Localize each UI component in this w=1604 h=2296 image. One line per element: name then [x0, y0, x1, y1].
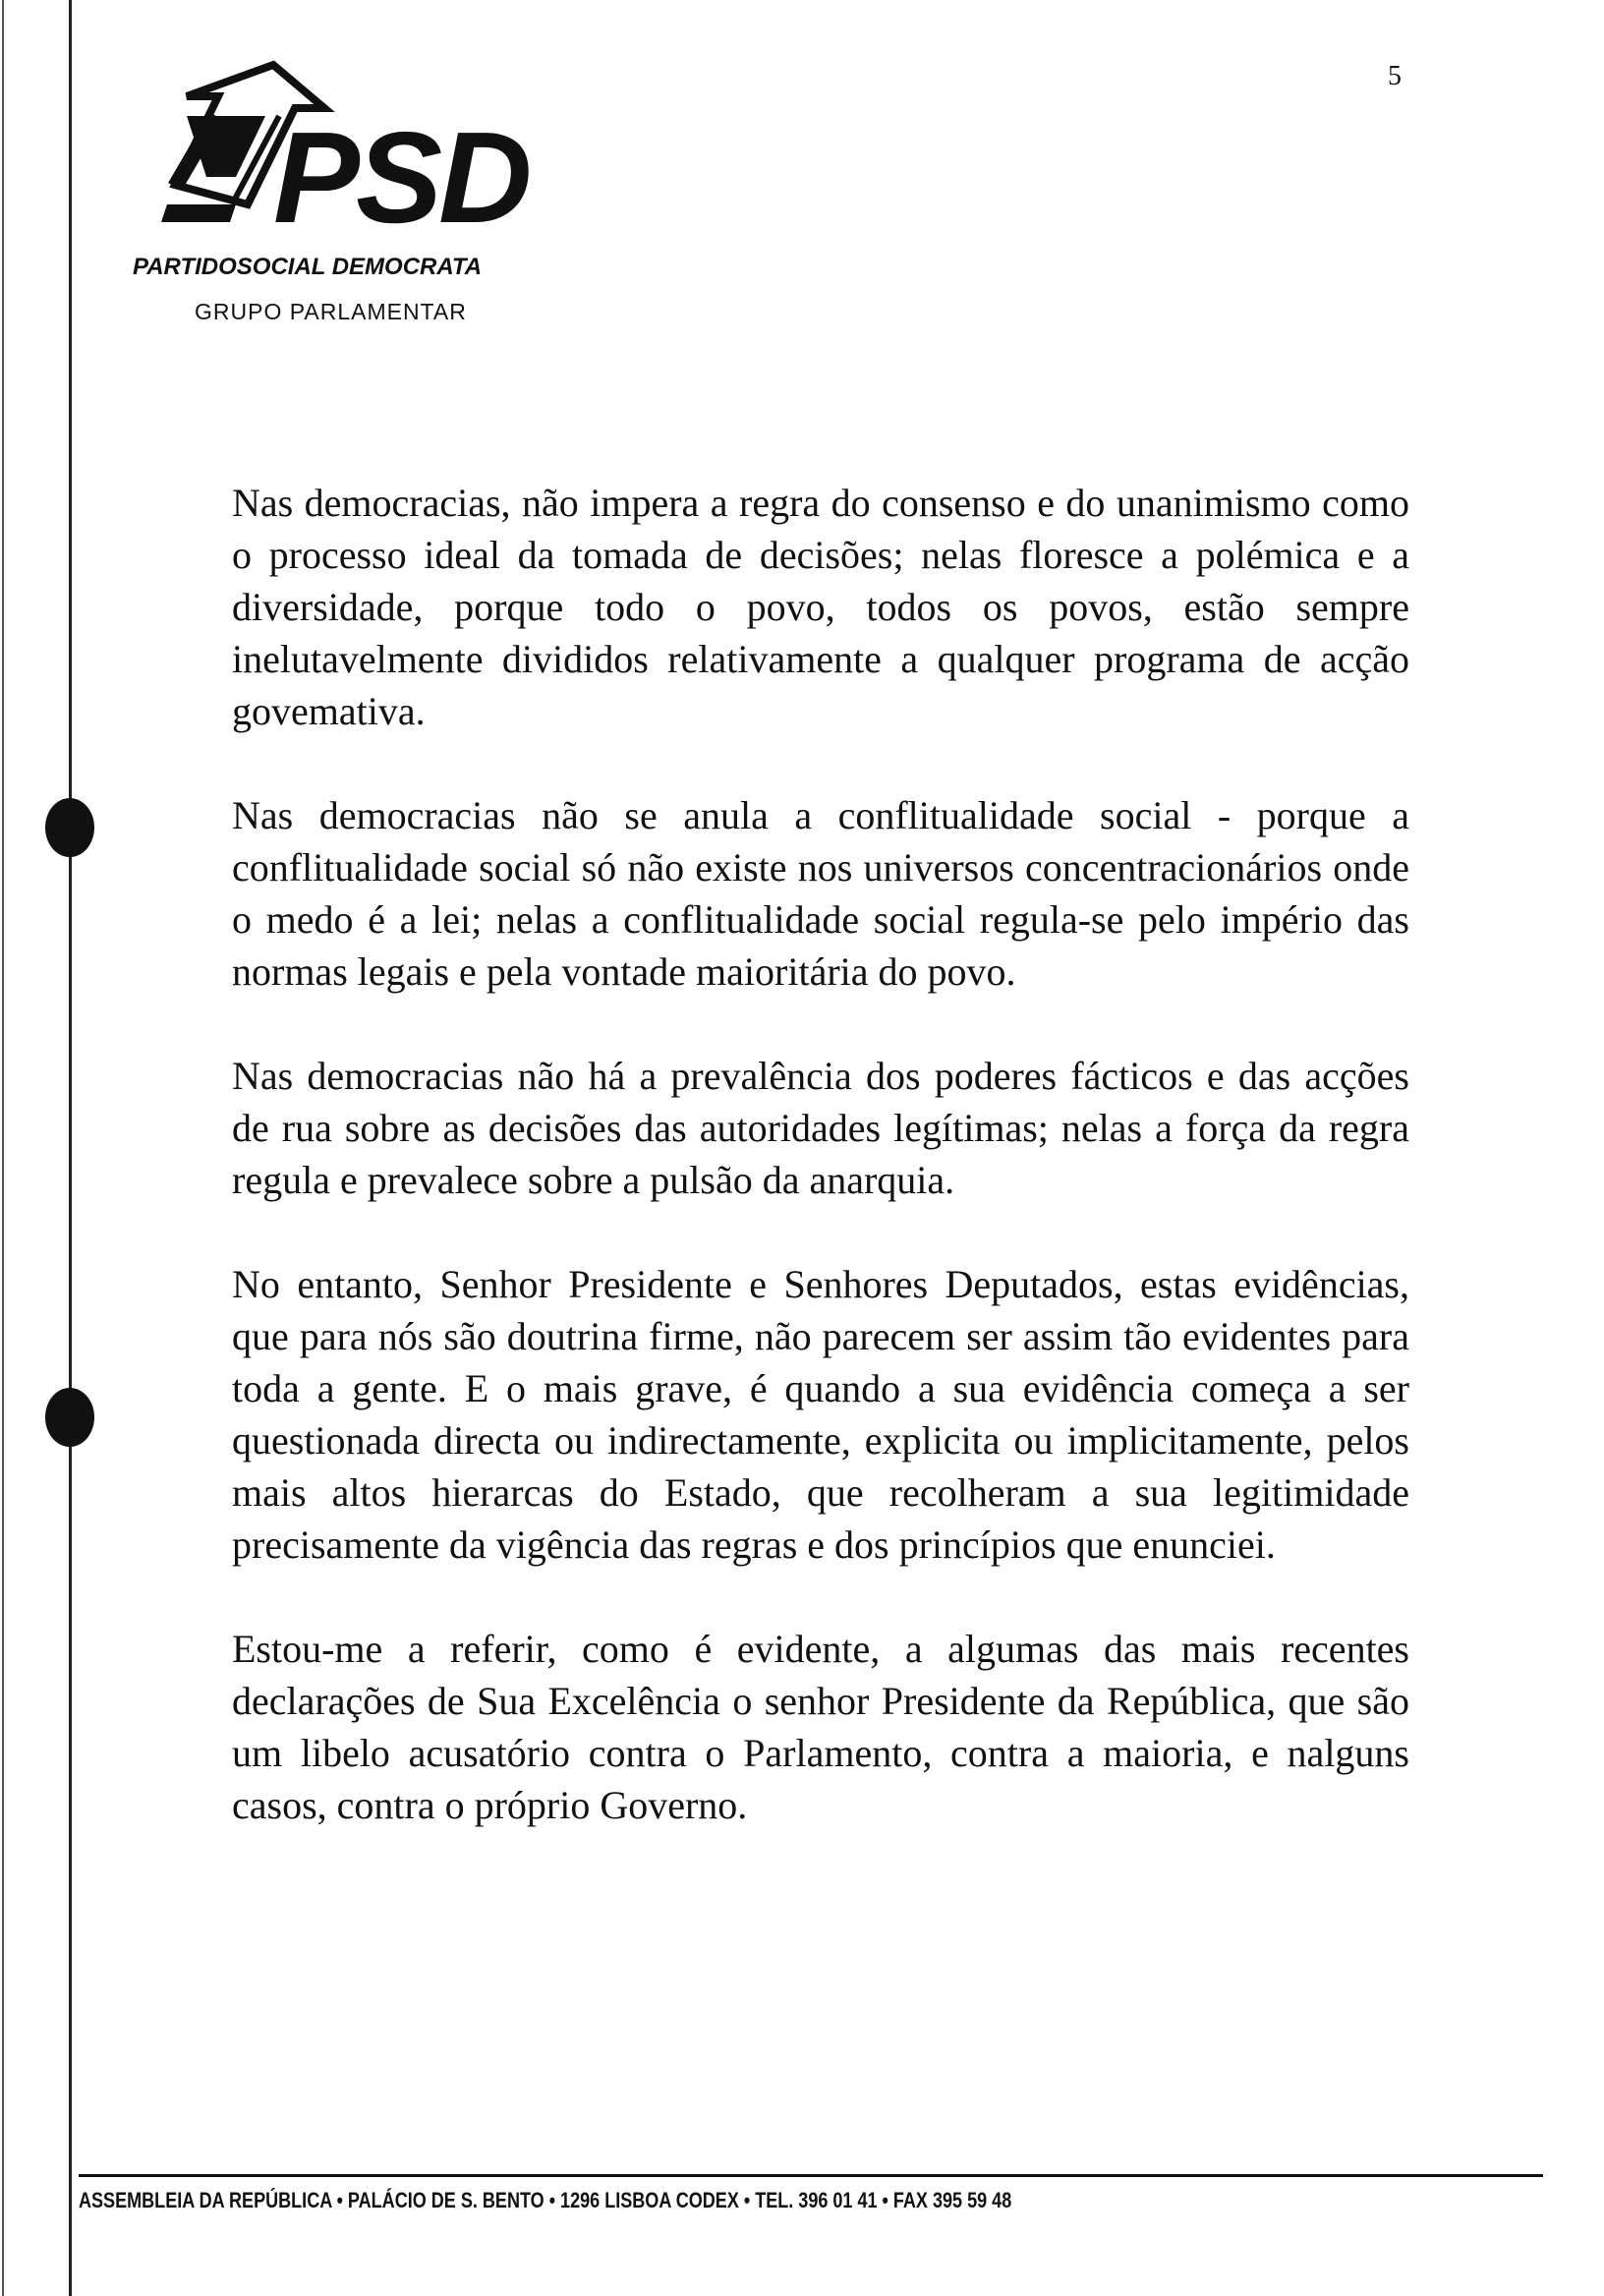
scan-edge-line	[2, 0, 4, 2296]
footer-address	[79, 2188, 1543, 2213]
paragraph: No entanto, Senhor Presidente e Senhores Deputados, estas evidências, que para nós são doutrina firme, não parecem ser assim tão evidentes para toda a gente. E o mais grave, é quando a sua evidência começa a ser questionada directa ou indirectamente, explicita ou implicitamente, pelos mais altos hierarcas do Estado, que recolheram a sua legitimidade precisamente da vigência das regras e dos princípios que enunciei.	[232, 1262, 1409, 1567]
paragraph: Estou-me a referir, como é evidente, a algumas das mais recentes declarações de Sua Excelência o senhor Presidente da República, que são um libelo acusatório contra o Parlamento, contra a maioria, e nalguns casos, contra o próprio Governo.	[232, 1627, 1409, 1827]
punch-hole-top	[45, 798, 94, 857]
logo-text: PSD	[273, 105, 529, 250]
punch-hole-bottom	[45, 1388, 94, 1447]
paragraph: Nas democracias não se anula a conflitualidade social - porque a conflitualidade social só não existe nos universos concentracionários onde o medo é a lei; nelas a conflitualidade social regula-se pelo império das normas legais e pela vontade maioritária do povo.	[232, 793, 1409, 994]
arrow-logo-icon	[147, 57, 609, 254]
margin-rule	[69, 0, 72, 2296]
group-name: GRUPO PARLAMENTAR	[195, 299, 467, 324]
body-text	[232, 477, 1409, 1883]
paragraph: Nas democracias não há a prevalência dos poderes fácticos e das acções de rua sobre as decisões das autoridades legítimas; nelas a força da regra regula e prevalece sobre a pulsão da anarquia.	[232, 1054, 1409, 1202]
paragraph: Nas democracias, não impera a regra do consenso e do unanimismo como o processo ideal da tomada de decisões; nelas floresce a polémica e a diversidade, porque todo o povo, todos os povos, estão sempre inelutavelmente divididos relativamente a qualquer programa de acção govemativa.	[232, 481, 1409, 733]
footer-text: ASSEMBLEIA DA REPÚBLICA • PALÁCIO DE S. BENTO • 1296 LISBOA CODEX • TEL. 396 01 41 • FAX 395 59 48	[79, 2188, 1012, 2212]
party-name: PARTIDOSOCIAL DEMOCRATA	[133, 254, 483, 280]
footer-rule	[79, 2174, 1543, 2177]
page-number: 5	[1388, 61, 1402, 91]
